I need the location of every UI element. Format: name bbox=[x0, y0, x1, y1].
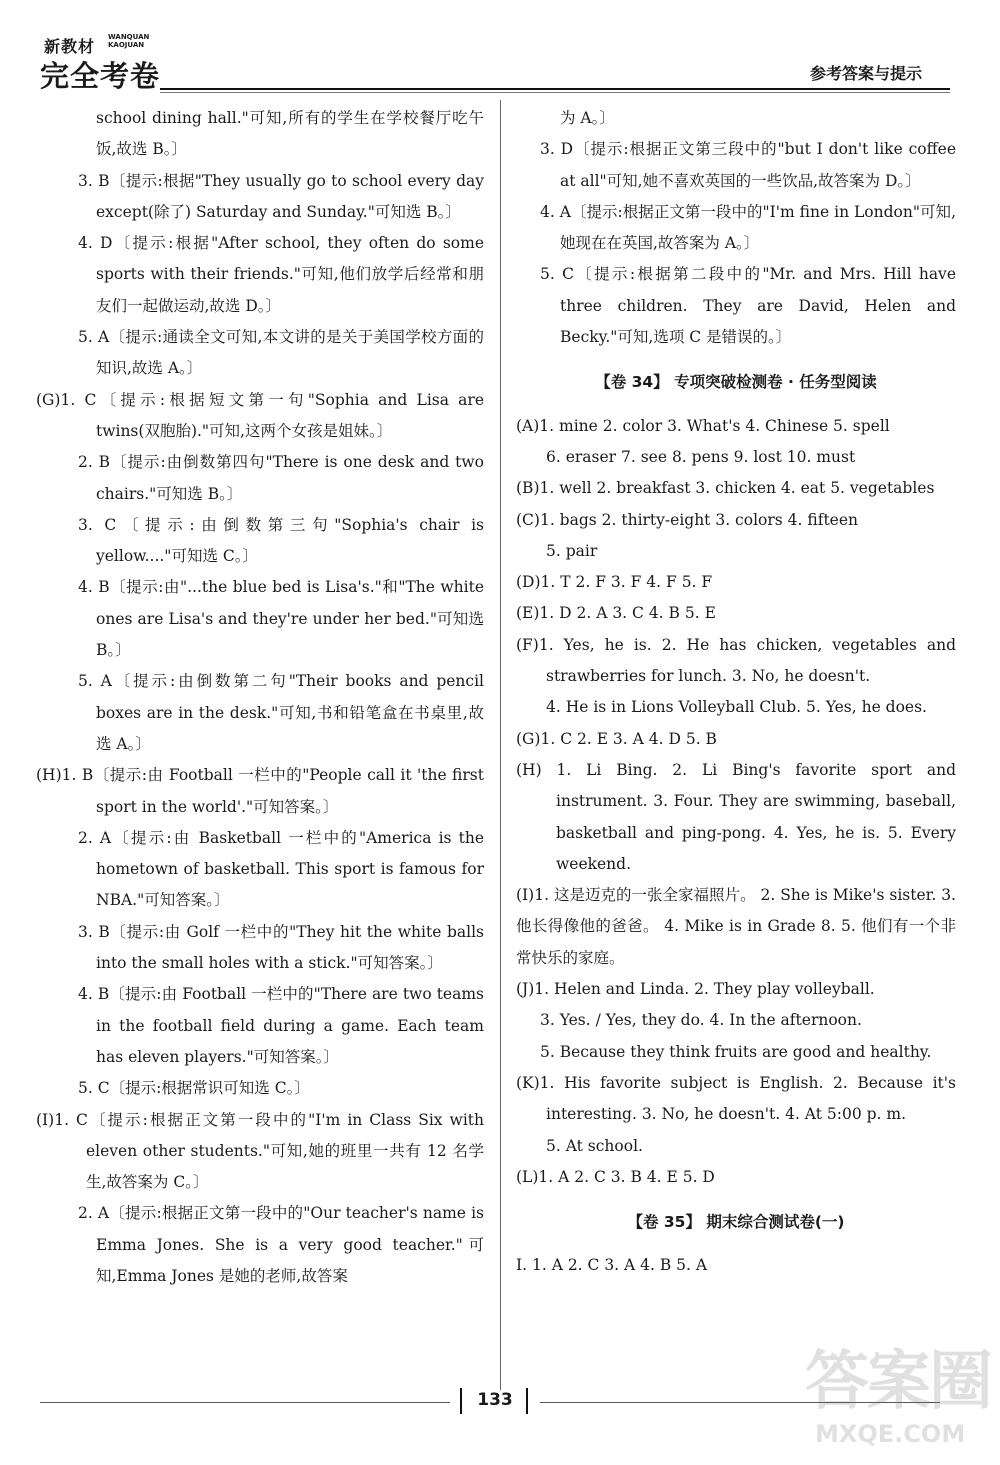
answer-line: 5. Because they think fruits are good and healthy. bbox=[540, 1042, 932, 1061]
answer-line: (F)1. Yes, he is. 2. He has chicken, vegetables and strawberries for lunch. 3. No, he doesn't. bbox=[516, 635, 956, 686]
answer-item: 2. A〔提示:根据正文第一段中的"Our teacher's name is Emma Jones. She is a very good teacher."可知,Emma Jones 是她的老师,故答案 bbox=[78, 1204, 484, 1285]
answer-item: 3. B〔提示:由 Golf 一栏中的"They hit the white balls into the small holes with a stick."可知答案。〕 bbox=[78, 922, 484, 973]
answer-item: 3. D〔提示:根据正文第三段中的"but I don't like coffee at all"可知,她不喜欢英国的一些饮品,故答案为 D。〕 bbox=[540, 140, 956, 190]
answer-line: (L)1. A 2. C 3. B 4. E 5. D bbox=[516, 1167, 715, 1186]
page-number: 133 bbox=[477, 1390, 513, 1410]
answer-item: 5. A〔提示:由倒数第二句"Their books and pencil boxes are in the desk."可知,书和铅笔盒在书桌里,故选 A。〕 bbox=[78, 672, 484, 753]
answer-line: (G)1. C 2. E 3. A 4. D 5. B bbox=[516, 729, 717, 748]
answer-item: 为 A。〕 bbox=[560, 109, 615, 127]
answer-line: (E)1. D 2. A 3. C 4. B 5. E bbox=[516, 604, 716, 623]
header-rule-thin bbox=[160, 92, 950, 93]
answer-item: 5. C〔提示:根据第二段中的"Mr. and Mrs. Hill have three children. They are David, Helen and Becky."可知,选项 C 是错误的。〕 bbox=[540, 265, 956, 347]
watermark-mark: 答案圈 bbox=[805, 1345, 991, 1419]
brand-pinyin-line-2: KAOJUAN bbox=[108, 41, 145, 49]
watermark-logo bbox=[795, 1330, 995, 1460]
brand-pinyin-line-1: WANQUAN bbox=[108, 33, 150, 41]
answer-item: 3. B〔提示:根据"They usually go to school every day except(除了) Saturday and Sunday."可知选 B。〕 bbox=[78, 171, 484, 221]
answer-line: 4. He is in Lions Volleyball Club. 5. Yes, he does. bbox=[546, 698, 927, 717]
footer-bar-left bbox=[460, 1388, 462, 1414]
answer-line: (C)1. bags 2. thirty-eight 3. colors 4. fifteen bbox=[516, 510, 858, 529]
answer-line: 5. At school. bbox=[546, 1136, 643, 1155]
answer-line: 6. eraser 7. see 8. pens 9. lost 10. must bbox=[546, 447, 856, 466]
answer-line: (A)1. mine 2. color 3. What's 4. Chinese 5. spell bbox=[516, 416, 890, 435]
header-rule bbox=[160, 88, 950, 90]
answer-item: (I)1. C〔提示:根据正文第一段中的"I'm in Class Six with eleven other students."可知,她的班里一共有 12 名学生,故答案为 C。〕 bbox=[36, 1110, 484, 1192]
brand-pinyin bbox=[108, 33, 149, 49]
answer-item: 4. A〔提示:根据正文第一段中的"I'm fine in London"可知,她现在在英国,故答案为 A。〕 bbox=[540, 202, 956, 253]
column-divider bbox=[500, 100, 501, 1390]
brand-series-label: 新教材 bbox=[44, 37, 96, 56]
section-heading-34: 【卷 34】 专项突破检测卷 · 任务型阅读 bbox=[595, 373, 877, 392]
answer-line: 3. Yes. / Yes, they do. 4. In the afternoon. bbox=[540, 1011, 862, 1030]
answer-item: 4. B〔提示:由"...the blue bed is Lisa's."和"The white ones are Lisa's and they're under her bed."可知选 B。〕 bbox=[78, 578, 484, 660]
answer-item: (H)1. B〔提示:由 Football 一栏中的"People call it 'the first sport in the world'."可知答案。〕 bbox=[36, 766, 484, 816]
answer-item: 2. A〔提示:由 Basketball 一栏中的"America is the hometown of basketball. This sport is famous for NBA."可知答案。〕 bbox=[78, 828, 484, 910]
answer-item: 4. B〔提示:由 Football 一栏中的"There are two teams in the football field during a game. Each team has eleven players."可知答案。〕 bbox=[78, 985, 484, 1066]
answer-item: (G)1. C〔提示:根据短文第一句"Sophia and Lisa are twins(双胞胎)."可知,这两个女孩是姐妹。〕 bbox=[36, 390, 484, 440]
answer-line: (K)1. His favorite subject is English. 2. Because it's interesting. 3. No, he doesn't. 4. At 5:00 p. m. bbox=[516, 1073, 956, 1124]
footer-bar-right bbox=[526, 1388, 528, 1414]
answer-item: 5. C〔提示:根据常识可知选 C。〕 bbox=[78, 1079, 310, 1098]
answer-item: 3. C〔提示:由倒数第三句"Sophia's chair is yellow...."可知选 C。〕 bbox=[78, 515, 484, 566]
answer-line: (I)1. 这是迈克的一张全家福照片。 2. She is Mike's sister. 3. 他长得像他的爸爸。 4. Mike is in Grade 8. 5. 他们有一个非常快乐的家庭。 bbox=[516, 886, 956, 967]
answer-line: (B)1. well 2. breakfast 3. chicken 4. eat 5. vegetables bbox=[516, 479, 935, 498]
section-heading-35: 【卷 35】 期末综合测试卷(一) bbox=[627, 1213, 845, 1232]
left-column bbox=[36, 103, 484, 1292]
section-title: 参考答案与提示 bbox=[809, 64, 922, 83]
answer-item: 4. D〔提示:根据"After school, they often do some sports with their friends."可知,他们放学后经常和朋友们一起做运动,故选 D。〕 bbox=[78, 234, 484, 315]
page-header bbox=[0, 0, 1000, 100]
watermark-site: MXQE.COM bbox=[815, 1420, 966, 1448]
answer-line: Ⅰ. 1. A 2. C 3. A 4. B 5. A bbox=[516, 1256, 708, 1275]
right-column bbox=[516, 103, 956, 1282]
brand-logo-title: 完全考卷 bbox=[40, 59, 161, 93]
answer-line: (D)1. T 2. F 3. F 4. F 5. F bbox=[516, 573, 713, 592]
answer-line: (H) 1. Li Bing. 2. Li Bing's favorite sport and instrument. 3. Four. They are swimming, baseball, basketball and ping-pong. 4. Yes, he is. 5. Every weekend. bbox=[516, 760, 956, 873]
answer-item: 2. B〔提示:由倒数第四句"There is one desk and two chairs."可知选 B。〕 bbox=[78, 453, 484, 503]
answer-item: 5. A〔提示:通读全文可知,本文讲的是关于美国学校方面的知识,故选 A。〕 bbox=[78, 328, 484, 378]
answer-item: school dining hall."可知,所有的学生在学校餐厅吃午饭,故选 B。〕 bbox=[96, 109, 484, 159]
answer-line: 5. pair bbox=[546, 541, 598, 560]
footer-rule-left bbox=[40, 1402, 450, 1403]
answer-line: (J)1. Helen and Linda. 2. They play volleyball. bbox=[516, 980, 875, 999]
